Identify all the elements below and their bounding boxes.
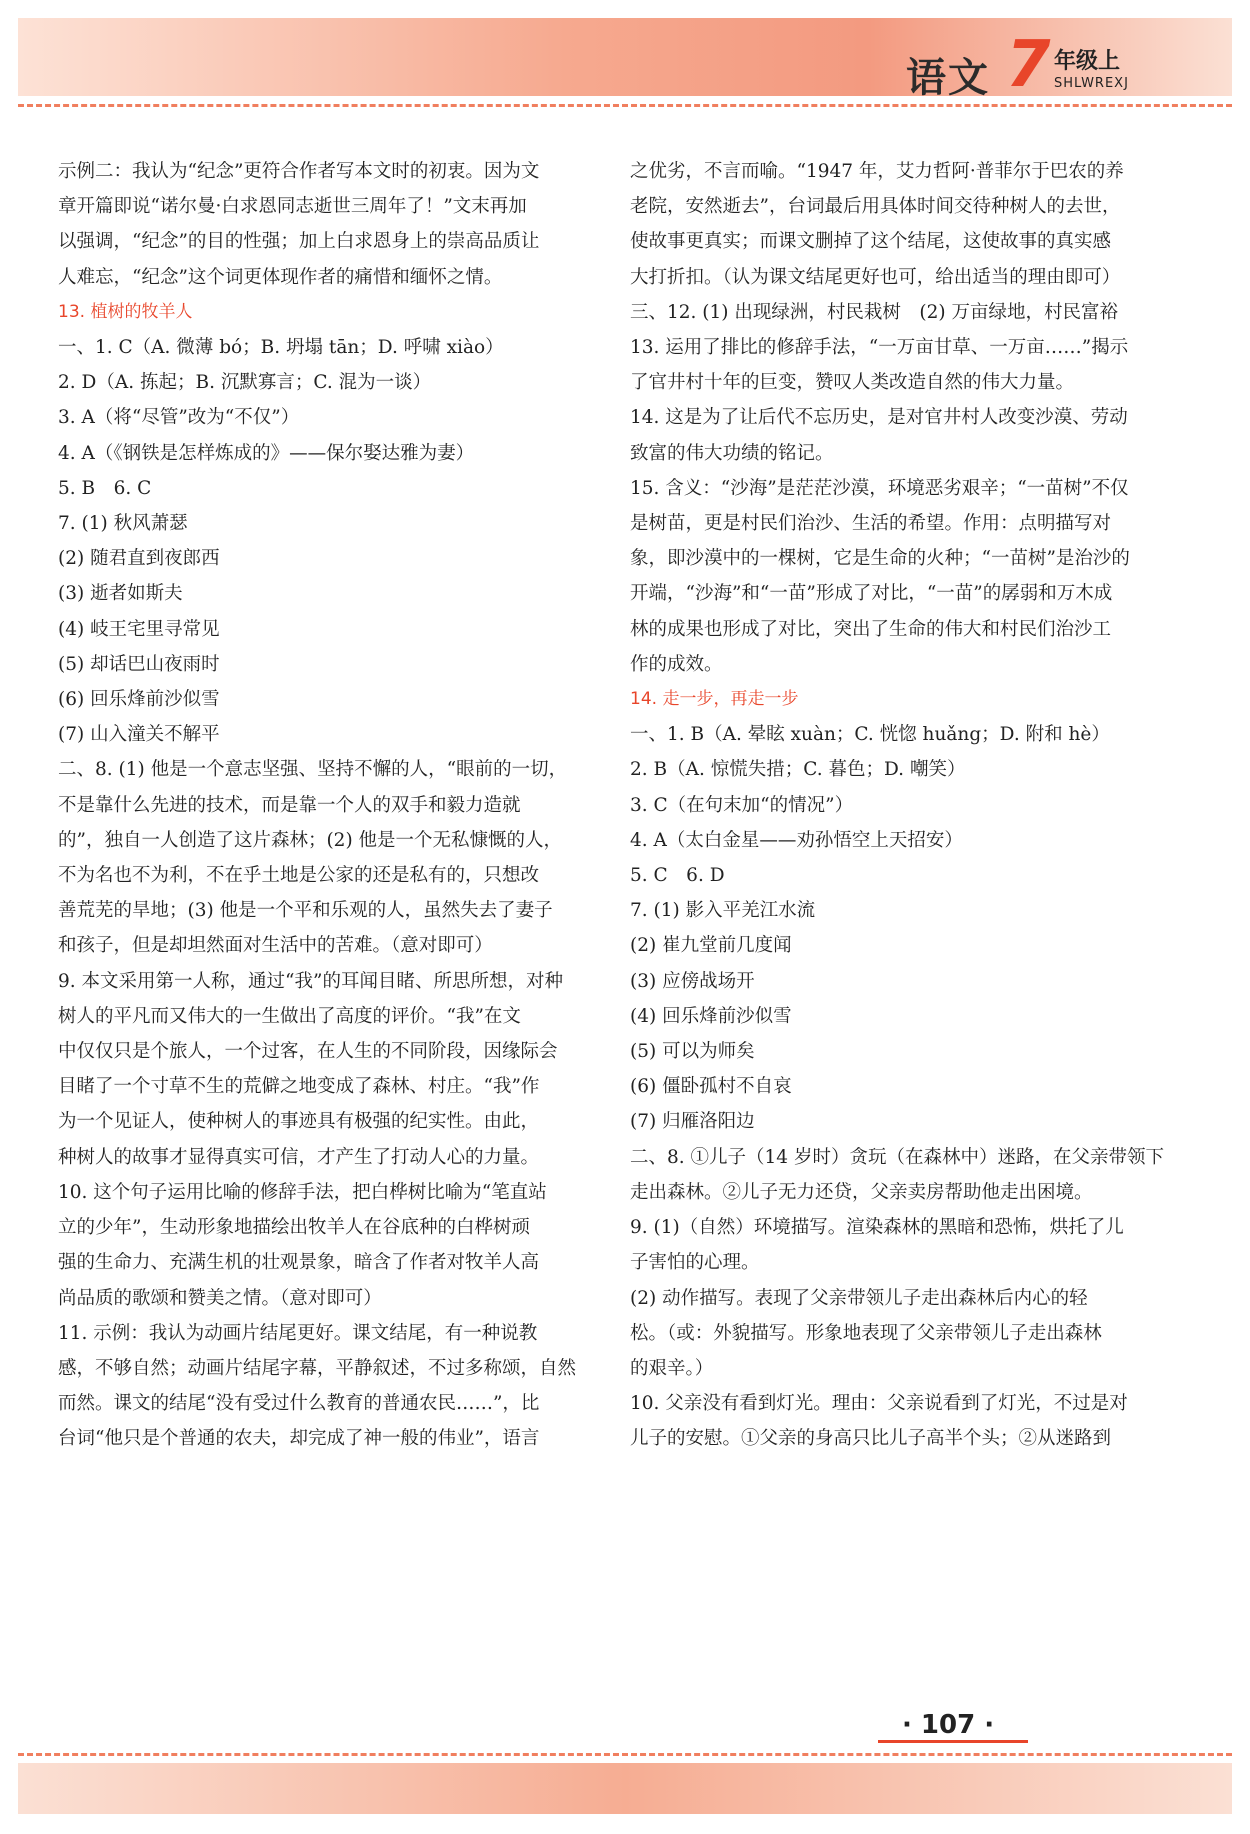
footer-divider [18, 1753, 1232, 1756]
answer-line: (2) 动作描写。表现了父亲带领儿子走出森林后内心的轻 [630, 1287, 1088, 1309]
answer-line: 的艰辛。） [630, 1357, 714, 1379]
answer-line: (4) 回乐烽前沙似雪 [630, 1005, 792, 1027]
answer-line: (7) 山入潼关不解平 [58, 724, 220, 746]
answer-line: 老院，安然逝去”，台词最后用具体时间交待种树人的去世， [630, 196, 1121, 218]
section-heading: 13. 植树的牧羊人 [58, 301, 193, 322]
answer-line: 走出森林。②儿子无力还贷，父亲卖房帮助他走出困境。 [630, 1181, 1093, 1203]
answer-line: 二、8. ①儿子（14 岁时）贪玩（在森林中）迷路，在父亲带领下 [630, 1146, 1164, 1168]
answer-line: 开端，“沙海”和“一苗”形成了对比，“一苗”的孱弱和万木成 [630, 583, 1113, 605]
answer-line: (2) 崔九堂前几度闻 [630, 935, 792, 957]
answer-line: 4. A（《钢铁是怎样炼成的》——保尔娶达雅为妻） [58, 442, 475, 464]
answer-line: 尚品质的歌颂和赞美之情。（意对即可） [58, 1287, 382, 1309]
answer-line: 3. A（将“尽管”改为“不仅”） [58, 407, 300, 429]
answer-line: 台词“他只是个普通的农夫，却完成了神一般的伟业”，语言 [58, 1428, 540, 1450]
answer-line: 象，即沙漠中的一棵树，它是生命的火种；“一苗树”是治沙的 [630, 548, 1130, 570]
grade-label: 年级上 [1054, 49, 1121, 74]
answer-line: 强的生命力、充满生机的壮观景象，暗含了作者对牧羊人高 [58, 1252, 540, 1274]
grade-code: SHLWREXJ [1054, 76, 1129, 91]
answer-line: 5. B 6. C [58, 477, 152, 499]
answer-line: (5) 却话巴山夜雨时 [58, 653, 220, 675]
answer-line: 大打折扣。（认为课文结尾更好也可，给出适当的理由即可） [630, 266, 1121, 288]
page-number: · 107 · [902, 1710, 995, 1740]
answer-line: 不是靠什么先进的技术，而是靠一个人的双手和毅力造就 [58, 794, 521, 816]
answer-line: 子害怕的心理。 [630, 1252, 760, 1274]
answer-line: 以强调，“纪念”的目的性强；加上白求恩身上的崇高品质让 [58, 231, 540, 253]
answer-line: 2. B（A. 惊慌失措；C. 暮色；D. 嘲笑） [630, 759, 966, 781]
grade-number: 7 [1006, 28, 1051, 102]
answer-line: 种树人的故事才显得真实可信，才产生了打动人心的力量。 [58, 1146, 540, 1168]
subject-title [906, 28, 1146, 110]
answer-line: 为一个见证人，使种树人的事迹具有极强的纪实性。由此， [58, 1111, 540, 1133]
answer-line: 示例二：我认为“纪念”更符合作者写本文时的初衷。因为文 [58, 161, 540, 182]
answer-line: 章开篇即说“诺尔曼·白求恩同志逝世三周年了！”文末再加 [58, 196, 527, 218]
answer-line: 致富的伟大功绩的铭记。 [630, 442, 834, 464]
answer-line: 之优劣，不言而喻。“1947 年，艾力哲阿·普菲尔于巴农的养 [630, 161, 1124, 182]
answer-line: 9. 本文采用第一人称，通过“我”的耳闻目睹、所思所想，对种 [58, 970, 563, 992]
answer-line: (4) 岐王宅里寻常见 [58, 618, 220, 640]
answer-line: 和孩子，但是却坦然面对生活中的苦难。（意对即可） [58, 935, 493, 957]
answer-line: 的”，独自一人创造了这片森林；(2) 他是一个无私慷慨的人， [58, 829, 563, 851]
answer-line: 10. 这个句子运用比喻的修辞手法，把白桦树比喻为“笔直站 [58, 1181, 547, 1203]
answer-line: 15. 含义：“沙海”是茫茫沙漠，环境恶劣艰辛；“一苗树”不仅 [630, 477, 1129, 499]
answer-line: 中仅仅只是个旅人，一个过客，在人生的不同阶段，因缘际会 [58, 1041, 558, 1063]
answer-line: 林的成果也形成了对比，突出了生命的伟大和村民们治沙工 [630, 618, 1112, 640]
answer-line: (6) 僵卧孤村不自哀 [630, 1076, 792, 1098]
answer-line: 感，不够自然；动画片结尾字幕，平静叙述，不过多称颂，自然 [58, 1357, 577, 1379]
answer-line: 树人的平凡而又伟大的一生做出了高度的评价。“我”在文 [58, 1005, 521, 1027]
answer-line: (6) 回乐烽前沙似雪 [58, 689, 220, 711]
answer-line: 松。（或：外貌描写。形象地表现了父亲带领儿子走出森林 [630, 1322, 1102, 1344]
subject-name: 语文 [906, 55, 990, 101]
answer-line: 2. D（A. 拣起；B. 沉默寡言；C. 混为一谈） [58, 372, 432, 394]
answer-line: (7) 归雁洛阳边 [630, 1111, 755, 1133]
answer-line: 10. 父亲没有看到灯光。理由：父亲说看到了灯光，不过是对 [630, 1393, 1128, 1415]
answer-line: 使故事更真实；而课文删掉了这个结尾，这使故事的真实感 [630, 231, 1112, 253]
answer-line: 二、8. (1) 他是一个意志坚强、坚持不懈的人，“眼前的一切， [58, 759, 568, 781]
answer-line: 是树苗，更是村民们治沙、生活的希望。作用：点明描写对 [630, 513, 1112, 535]
answer-line: 3. C（在句末加“的情况”） [630, 794, 854, 816]
answer-line: 13. 运用了排比的修辞手法，“一万亩甘草、一万亩……”揭示 [630, 337, 1129, 359]
right-column [630, 154, 1190, 1457]
answer-line: 5. C 6. D [630, 865, 725, 887]
answer-line: 7. (1) 秋风萧瑟 [58, 513, 188, 535]
answer-line: 目睹了一个寸草不生的荒僻之地变成了森林、村庄。“我”作 [58, 1076, 540, 1098]
textbook-page [18, 18, 1232, 1814]
answer-line: 11. 示例：我认为动画片结尾更好。课文结尾，有一种说教 [58, 1322, 538, 1344]
left-column [58, 154, 600, 1457]
answer-line: (2) 随君直到夜郎西 [58, 548, 220, 570]
answer-line: 9. (1)（自然）环境描写。渲染森林的黑暗和恐怖，烘托了儿 [630, 1217, 1124, 1239]
answer-line: 14. 这是为了让后代不忘历史，是对官井村人改变沙漠、劳动 [630, 407, 1128, 429]
answer-line: 一、1. B（A. 晕眩 xuàn；C. 恍惚 huǎng；D. 附和 hè） [630, 724, 1110, 746]
section-heading: 14. 走一步，再走一步 [630, 689, 799, 710]
answer-line: 一、1. C（A. 微薄 bó；B. 坍塌 tān；D. 呼啸 xiào） [58, 337, 504, 359]
answer-line: (3) 逝者如斯夫 [58, 583, 183, 605]
answer-line: (3) 应傍战场开 [630, 970, 755, 992]
answer-line: 三、12. (1) 出现绿洲，村民栽树 (2) 万亩绿地，村民富裕 [630, 301, 1118, 323]
answer-line: 儿子的安慰。①父亲的身高只比儿子高半个头；②从迷路到 [630, 1428, 1112, 1450]
answer-line: 立的少年”，生动形象地描绘出牧羊人在谷底种的白桦树顽 [58, 1217, 530, 1239]
answer-line: 人难忘，“纪念”这个词更体现作者的痛惜和缅怀之情。 [58, 266, 503, 288]
answer-line: 而然。课文的结尾“没有受过什么教育的普通农民……”，比 [58, 1393, 540, 1415]
answer-line: 4. A（太白金星——劝孙悟空上天招安） [630, 829, 963, 851]
answer-line: 善荒芜的旱地；(3) 他是一个平和乐观的人，虽然失去了妻子 [58, 900, 553, 922]
answer-line: 了官井村十年的巨变，赞叹人类改造自然的伟大力量。 [630, 372, 1075, 394]
page-number-underline [878, 1740, 1028, 1743]
answer-line: 作的成效。 [630, 653, 723, 675]
answer-line: (5) 可以为师矣 [630, 1041, 755, 1063]
footer-band [18, 1763, 1232, 1814]
answer-line: 7. (1) 影入平羌江水流 [630, 900, 816, 922]
answer-line: 不为名也不为利，不在乎土地是公家的还是私有的，只想改 [58, 865, 540, 887]
